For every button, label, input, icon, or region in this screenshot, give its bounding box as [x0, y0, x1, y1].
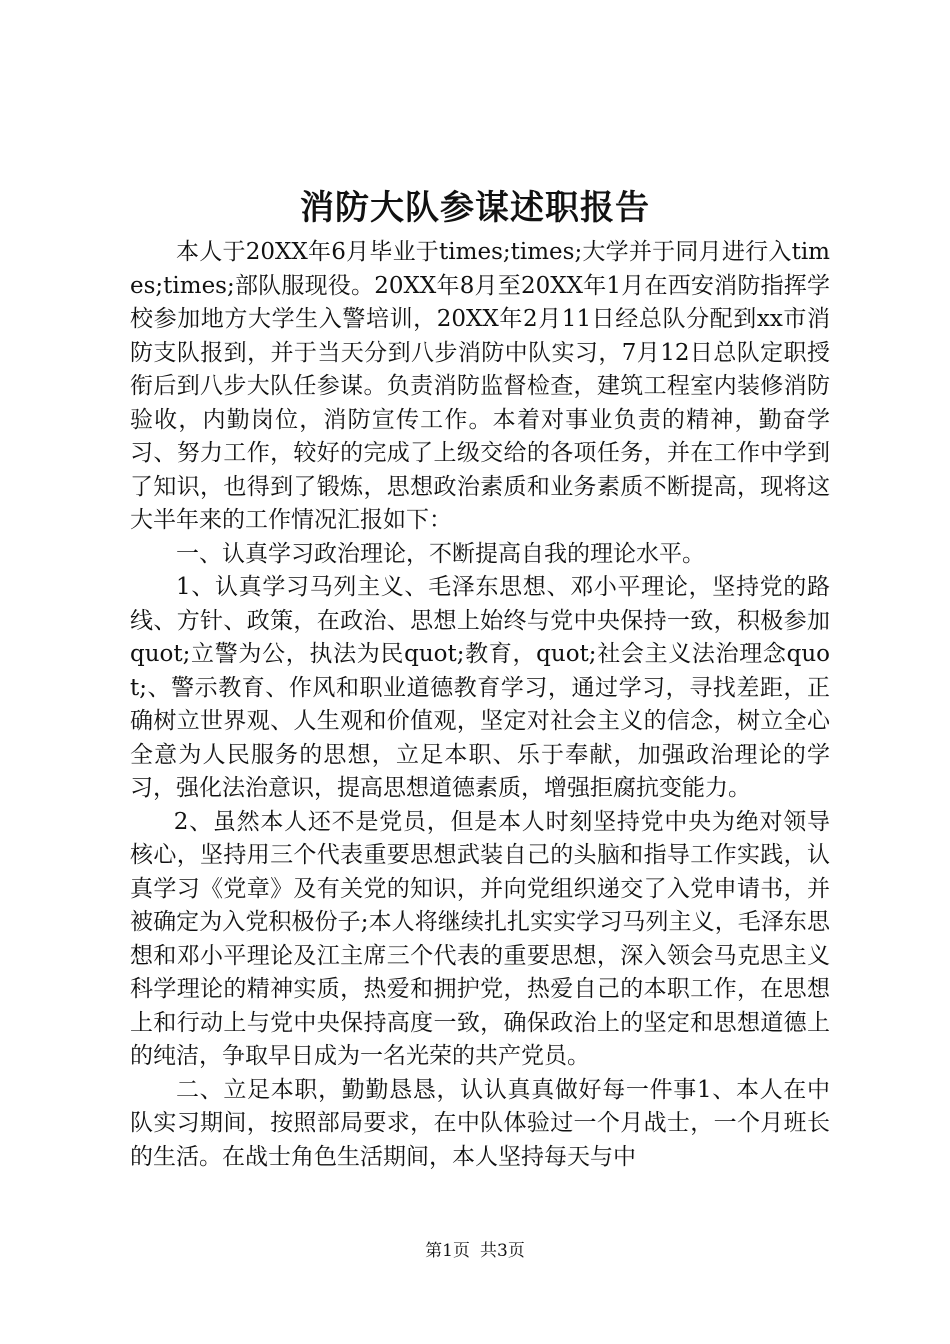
document-title: 消防大队参谋述职报告: [300, 188, 650, 228]
body-paragraph-1-2: 2、虽然本人还不是党员，但是本人时刻坚持党中央为绝对领导核心，坚持用三个代表重要思想武装自己的头脑和指导工作实践，认真学习《党章》及有关党的知识，并向党组织递交了入党申请书，并被确定为入党积极份子;本人将继续扎扎实实学习马列主义，毛泽东思想和邓小平理论及江主席三个代表的重要思想，深入领会马克思主义科学理论的精神实质，热爱和拥护党，热爱自己的本职工作，在思想上和行动上与党中央保持高度一致，确保政治上的坚定和思想道德上的纯洁，争取早日成为一名光荣的共产党员。: [130, 808, 830, 1069]
body-paragraph-intro: 本人于20XX年6月毕业于times;times;大学并于同月进行入times;times;部队服现役。20XX年8月至20XX年1月在西安消防指挥学校参加地方大学生入警培训，20XX年2月11日经总队分配到xx市消防支队报到，并于当天分到八步消防中队实习，7月12日总队定职授衔后到八步大队任参谋。负责消防监督检查，建筑工程室内装修消防验收，内勤岗位，消防宣传工作。本着对事业负责的精神，勤奋学习、努力工作，较好的完成了上级交给的各项任务，并在工作中学到了知识，也得到了锻炼，思想政治素质和业务素质不断提高，现将这大半年来的工作情况汇报如下：: [130, 239, 830, 533]
document-body: [130, 236, 830, 1174]
page-number: 第1页: [425, 1241, 470, 1261]
section-heading-2: 二、立足本职，勤勤恳恳，认认真真做好每一件事1、本人在中队实习期间，按照部局要求，在中队体验过一个月战士，一个月班长的生活。在战士角色生活期间，本人坚持每天与中: [130, 1076, 830, 1170]
section-heading-1: 一、认真学习政治理论，不断提高自我的理论水平。: [176, 540, 705, 567]
page-total: 共3页: [480, 1241, 525, 1261]
body-paragraph-1-1: 1、认真学习马列主义、毛泽东思想、邓小平理论，坚持党的路线、方针、政策，在政治、思想上始终与党中央保持一致，积极参加quot;立警为公，执法为民quot;教育，quot;社会主义法治理念quot;、警示教育、作风和职业道德教育学习，通过学习，寻找差距，正确树立世界观、人生观和价值观，坚定对社会主义的信念，树立全心全意为人民服务的思想，立足本职、乐于奉献，加强政治理论的学习，强化法治意识，提高思想道德素质，增强拒腐抗变能力。: [130, 574, 830, 801]
page-footer: [0, 1240, 950, 1262]
